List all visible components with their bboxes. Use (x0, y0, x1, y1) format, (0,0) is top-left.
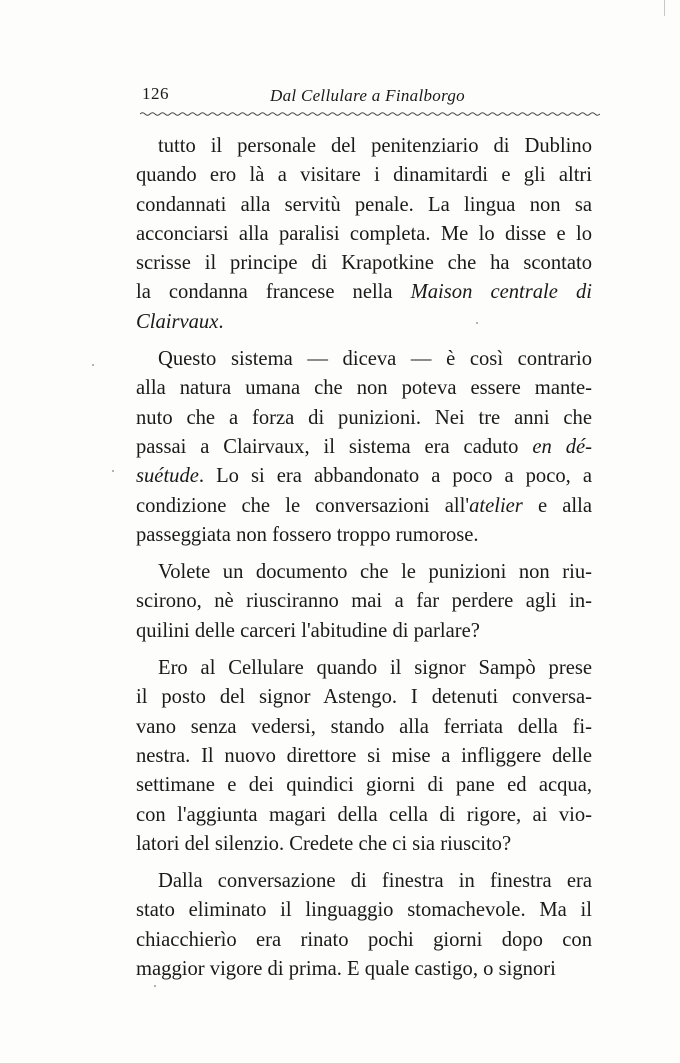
text-line (136, 161, 592, 190)
text-segment: latori del silenzio. Credete che ci sia riuscito? (136, 832, 512, 855)
text-segment: nuto che a forza di punizioni. Nei tre anni che (136, 406, 592, 429)
page-number: 126 (142, 84, 169, 103)
text-line (136, 955, 592, 984)
body-text (136, 132, 592, 984)
text-line (136, 683, 592, 712)
text-segment: alla natura umana che non poteva essere mante- (136, 377, 592, 400)
text-segment: tutto il personale del penitenziario di Dublino (158, 135, 592, 157)
text-line (136, 492, 592, 521)
text-segment: acconciarsi alla paralisi completa. Me lo disse e lo (136, 222, 592, 245)
text-segment: stato eliminato il linguaggio stomachevole. Ma il (136, 899, 592, 922)
text-segment: chiacchierìo era rinato pochi giorni dopo con (136, 928, 592, 951)
text-line (136, 801, 592, 830)
text-line (136, 713, 592, 742)
text-line (136, 654, 592, 683)
text-segment: scirono, nè riusciranno mai a far perdere agli in- (136, 590, 592, 613)
text-line (136, 830, 592, 859)
paragraph (136, 867, 592, 984)
text-segment: nestra. Il nuovo direttore si mise a infliggere delle (136, 744, 592, 767)
text-segment: . (218, 310, 224, 333)
page-edge-mark (664, 0, 665, 16)
text-segment: maggior vigore di prima. E quale castigo, o signori (136, 958, 556, 981)
text-segment: condannati alla servitù penale. La lingua non sa (136, 193, 592, 216)
text-line (136, 462, 592, 491)
text-segment: passeggiata non fossero troppo rumorose. (136, 523, 479, 546)
text-segment: Dalla conversazione di finestra in finestra era (158, 870, 592, 893)
text-line (136, 867, 592, 896)
paragraph (136, 558, 592, 646)
italic-text: suétude (136, 465, 199, 488)
text-line (136, 587, 592, 616)
decorative-wavy-rule (140, 108, 600, 120)
text-line (136, 249, 592, 278)
text-segment: Ero al Cellulare quando il signor Sampò prese (158, 657, 592, 680)
text-segment: scrisse il principe di Krapotkine che ha scontato (136, 252, 592, 275)
paragraph-gap (136, 859, 592, 867)
text-segment: il posto del signor Astengo. I detenuti conversa- (136, 686, 592, 709)
text-segment: Volete un documento che le punizioni non riu- (158, 561, 592, 584)
text-segment: Questo sistema — diceva — è così contrario (158, 348, 592, 371)
text-segment: con l'aggiunta magari della cella di rigore, ai vio- (136, 803, 592, 826)
paragraph-gap (136, 646, 592, 654)
text-segment: passai a Clairvaux, il sistema era caduto (136, 435, 533, 458)
text-line (136, 404, 592, 433)
text-line (136, 220, 592, 249)
text-segment: settimane e dei quindici giorni di pane ed acqua, (136, 774, 592, 797)
paragraph (136, 132, 592, 337)
paper-speck (476, 322, 478, 324)
paragraph-gap (136, 550, 592, 558)
paper-speck (112, 470, 114, 472)
text-line (136, 345, 592, 374)
paper-speck (92, 364, 94, 366)
text-line (136, 742, 592, 771)
italic-text: en dé- (532, 435, 592, 458)
text-segment: . Lo si era abbandonato a poco a poco, a (198, 465, 592, 488)
text-segment: condizione che le conversazioni all' (136, 494, 470, 517)
paragraph (136, 345, 592, 550)
text-line (136, 617, 592, 646)
text-line (136, 521, 592, 550)
text-line (136, 374, 592, 403)
text-line (136, 132, 592, 161)
text-segment: quando ero là a visitare i dinamitardi e gli altri (136, 164, 592, 187)
text-segment: la condanna francese nella (136, 281, 411, 304)
text-segment: vano senza vedersi, stando alla ferriata della fi- (136, 715, 592, 738)
page-header (142, 84, 612, 108)
text-line (136, 896, 592, 925)
text-line (136, 558, 592, 587)
paragraph-gap (136, 337, 592, 345)
paper-speck (154, 985, 156, 987)
text-line (136, 308, 592, 337)
italic-text: Clairvaux (136, 310, 219, 333)
italic-text: Maison centrale di (410, 281, 592, 304)
text-line (136, 926, 592, 955)
italic-text: atelier (469, 494, 523, 517)
text-line (136, 771, 592, 800)
text-segment: quilini delle carceri l'abitudine di parlare? (136, 619, 480, 642)
text-line (136, 191, 592, 220)
text-segment: e alla (522, 494, 592, 517)
text-line (136, 433, 592, 462)
running-title: Dal Cellulare a Finalborgo (270, 86, 465, 105)
text-line (136, 278, 592, 307)
paragraph (136, 654, 592, 859)
